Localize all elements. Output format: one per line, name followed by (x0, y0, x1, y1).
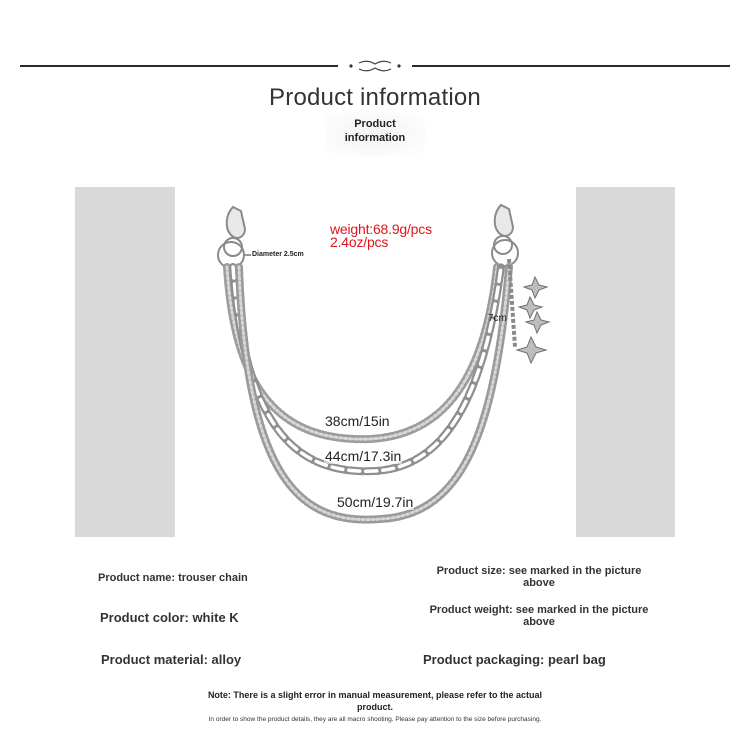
header-rule-right (412, 65, 730, 67)
right-clasp-icon (492, 205, 518, 266)
left-clasp-icon (218, 207, 245, 268)
chain-length-44-label: 44cm/17.3in (325, 448, 402, 464)
photo-panel-left (75, 187, 175, 537)
macro-note: In order to show the product details, they are all macro shooting. Please pay attention to the size before purchasing. (208, 716, 542, 723)
diameter-label: Diameter 2.5cm (252, 251, 304, 258)
weight-annotation-grams: weight:68.9g/pcs (330, 221, 432, 237)
chain-length-38-label: 38cm/15in (325, 413, 390, 429)
spec-product-material: Product material: alloy (101, 652, 242, 667)
spec-product-weight: Product weight: see marked in the picture above (429, 604, 649, 628)
star-pendant-icon (509, 259, 549, 363)
subtitle-line-2: information (344, 132, 406, 144)
header-rule-left (20, 65, 338, 67)
subtitle-line-1: Product (354, 118, 396, 130)
measurement-note: Note: There is a slight error in manual measurement, please refer to the actual product. (207, 690, 543, 712)
page-subtitle (325, 117, 425, 145)
pendant-length-label: 7cm (488, 313, 507, 324)
spec-product-packaging: Product packaging: pearl bag (423, 652, 606, 667)
photo-panel-right (576, 187, 675, 537)
spec-product-size: Product size: see marked in the picture above (436, 565, 642, 589)
spec-product-color: Product color: white K (100, 610, 239, 625)
weight-annotation-ounces: 2.4oz/pcs (330, 234, 389, 250)
spec-product-name: Product name: trouser chain (98, 572, 248, 584)
chain-length-50-label: 50cm/19.7in (337, 494, 414, 510)
page-title: Product information (269, 84, 481, 111)
header-ornament-icon (345, 59, 405, 73)
weight-annotation (330, 223, 432, 249)
